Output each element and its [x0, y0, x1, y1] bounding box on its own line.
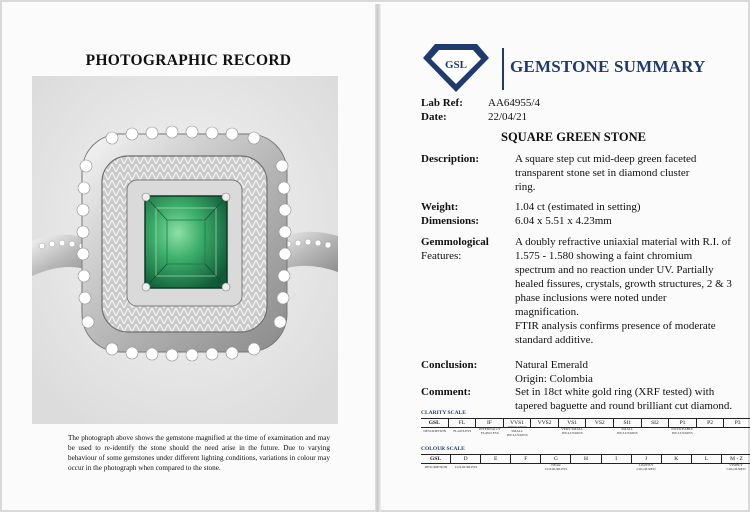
colour-grade: L: [691, 455, 721, 463]
clarity-grade: VVS1: [503, 419, 531, 427]
colour-desc: NEAR COLOURLESS: [544, 463, 568, 471]
conclusion-label: Conclusion:: [421, 359, 478, 371]
lab-ref-label: Lab Ref:: [421, 97, 463, 109]
date-label: Date:: [421, 111, 447, 123]
weight-value: 1.04 ct (estimated in setting): [515, 201, 641, 213]
clarity-grade: IF: [475, 419, 503, 427]
photographic-record-title: PHOTOGRAPHIC RECORD: [85, 52, 292, 69]
stone-title: SQUARE GREEN STONE: [501, 130, 646, 144]
colour-scale-title: COLOUR SCALE: [421, 446, 465, 452]
clarity-grade: P3: [723, 419, 750, 427]
colour-grade: H: [570, 455, 600, 463]
photo-caption: The photograph above shows the gemstone magnified at the time of examination and may be used to re-identify the stone should the need arise in the future. Due to varying behaviour of some gemstones under different lighting conditions, variations in colour may occur in the photograph when compared to the stone.: [68, 434, 330, 473]
clarity-scale-title: CLARITY SCALE: [421, 410, 466, 416]
gemstone-photo: [32, 76, 338, 424]
colour-desc: DESCRIPTION: [424, 465, 448, 469]
colour-desc: COLOURLESS: [454, 465, 478, 469]
colour-grade: G: [540, 455, 570, 463]
description-value: A square step cut mid-deep green faceted transparent stone set in diamond cluster ring.: [515, 153, 697, 193]
ring-image: [32, 76, 338, 424]
clarity-grade: VS2: [585, 419, 613, 427]
clarity-grade: VS1: [558, 419, 586, 427]
clarity-grade: VVS2: [530, 419, 558, 427]
colour-grade: K: [661, 455, 691, 463]
colour-grade-row: [421, 454, 750, 464]
colour-grade: M - Z: [721, 455, 750, 463]
colour-grade: J: [631, 455, 661, 463]
clarity-desc: SMALL INCLUSIONS: [616, 427, 638, 435]
clarity-desc: VERY SMALL INCLUSIONS: [561, 427, 584, 435]
date-value: 22/04/21: [488, 111, 528, 123]
gemstone-summary-panel: [381, 2, 748, 510]
dimensions-value: 6.04 x 5.51 x 4.23mm: [515, 215, 612, 227]
clarity-desc: FLAWLESS: [453, 429, 472, 433]
photographic-record-panel: [2, 2, 375, 510]
dimensions-label: Dimensions:: [421, 215, 480, 227]
description-label: Description:: [421, 153, 480, 165]
gsl-logo: [421, 42, 491, 99]
clarity-desc: INTERNALLY FLAWLESS: [478, 427, 501, 435]
header-divider: [502, 48, 504, 90]
colour-grade: D: [450, 455, 480, 463]
origin-value: Origin: Colombia: [515, 373, 593, 385]
clarity-grade: P2: [696, 419, 724, 427]
clarity-description-row: [421, 425, 750, 437]
lab-ref-value: AA64955/4: [488, 97, 540, 109]
colour-grade: GSL: [430, 456, 442, 462]
clarity-scale: [421, 410, 750, 437]
clarity-grade: FL: [448, 419, 476, 427]
clarity-desc: DESCRIPTION: [423, 429, 447, 433]
colour-desc: LIGHTLY COLOURED: [636, 463, 656, 471]
gsl-logo-text: GSL: [444, 59, 468, 71]
clarity-grade: SI1: [613, 419, 641, 427]
colour-grade: E: [480, 455, 510, 463]
features-label: Features:: [421, 250, 462, 262]
colour-grade: F: [510, 455, 540, 463]
features-value: A doubly refractive uniaxial material with R.I. of 1.575 - 1.580 showing a faint chromium spectrum and no reaction under UV. Partially healed fissures, crystals, growth structures, 2 & 3 phase inclusions were noted under magnification.: [515, 236, 732, 318]
ftir-value: FTIR analysis confirms presence of moderate standard additive.: [515, 320, 716, 346]
conclusion-value: Natural Emerald: [515, 359, 588, 371]
colour-desc: VISIBLY COLOURED: [726, 463, 746, 471]
comment-label: Comment:: [421, 386, 472, 398]
clarity-grade: GSL: [428, 420, 440, 426]
colour-scale: [421, 446, 750, 470]
gemstone-summary-title: GEMSTONE SUMMARY: [510, 57, 706, 76]
comment-value: Set in 18ct white gold ring (XRF tested) with tapered baguette and round brilliant cut diamond.: [515, 386, 733, 412]
weight-label: Weight:: [421, 201, 459, 213]
clarity-desc: NOTICEABLE INCLUSIONS: [671, 427, 694, 435]
clarity-grade: SI2: [641, 419, 669, 427]
clarity-grade: P1: [668, 419, 696, 427]
colour-grade: I: [601, 455, 631, 463]
gemmological-label: Gemmological: [421, 236, 489, 248]
colour-description-row: [421, 464, 750, 470]
clarity-desc: VERY VERY SMALL INCLUSIONS: [506, 425, 528, 437]
certificate-card: [2, 2, 748, 510]
